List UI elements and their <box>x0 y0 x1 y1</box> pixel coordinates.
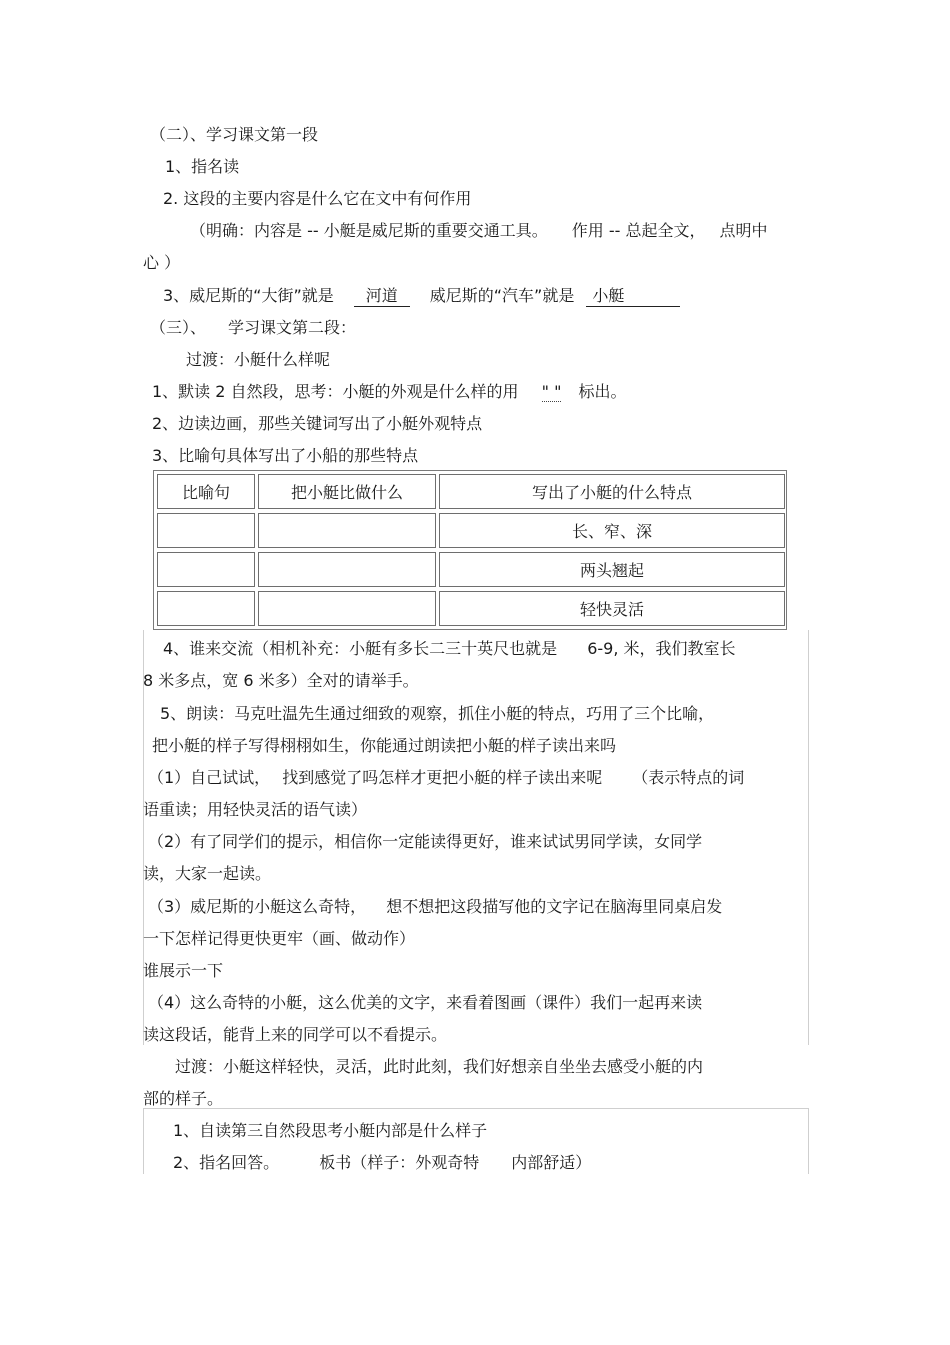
sub1-question: 找到感觉了吗怎样才更把小艇的样子读出来呢 <box>282 768 603 787</box>
section2-clarify <box>190 220 767 242</box>
sub1 <box>148 767 744 789</box>
section3-task3: 3、比喻句具体写出了小船的那些特点 <box>152 446 419 465</box>
table-cell-r2-c1 <box>157 552 255 587</box>
metaphor-table <box>153 470 787 630</box>
item3-blank-street: 河道 <box>354 286 410 307</box>
section2-heading: （二）、学习课文第一段 <box>150 125 319 144</box>
sub4: （4）这么奇特的小艇，这么优美的文字，来看着图画（课件）我们一起再来读 <box>148 993 703 1012</box>
final-item1: 1、自读第三自然段思考小艇内部是什么样子 <box>173 1121 488 1140</box>
sub1-note: （表示特点的词 <box>632 768 745 787</box>
table-cell-r1-c2 <box>258 513 436 548</box>
table-cell-r3-c1 <box>157 591 255 626</box>
clarify-point: 点明中 <box>719 221 768 240</box>
sub2-end: 读，大家一起读。 <box>143 864 272 883</box>
board-note: 板书（样子：外观奇特 <box>319 1153 480 1172</box>
item3-prefix: 3、威尼斯的“大街”就是 <box>163 286 334 305</box>
item3-middle: 威尼斯的“汽车”就是 <box>429 286 575 305</box>
table-cell-r3-c3: 轻快灵活 <box>439 591 785 626</box>
task1-quote-mark: " " <box>541 382 562 401</box>
section2-clarify-end: 心 ） <box>143 253 181 272</box>
sub1-try: （1）自己试试， <box>148 768 271 787</box>
table-cell-r3-c2 <box>258 591 436 626</box>
item4-length: 6-9, 米，我们教室长 <box>587 639 736 658</box>
section3-task2: 2、边读边画，那些关键词写出了小艇外观特点 <box>152 414 483 433</box>
transition-2: 过渡：小艇这样轻快，灵活，此时此刻，我们好想亲自坐坐去感受小艇的内 <box>175 1057 704 1076</box>
section2-item3 <box>163 285 680 307</box>
sub3-question: 想不想把这段描写他的文字记在脑海里同桌启发 <box>386 897 723 916</box>
section2-item1: 1、指名读 <box>165 157 240 176</box>
section3-heading-title: 学习课文第二段： <box>228 318 357 337</box>
section3-task1 <box>152 381 627 403</box>
item4-text: 4、谁来交流（相机补充：小艇有多长二三十英尺也就是 <box>163 639 558 658</box>
item4-end: 8 米多点，宽 6 米多）全对的请举手。 <box>143 671 419 690</box>
task1-text: 1、默读 2 自然段，思考：小艇的外观是什么样的用 <box>152 382 519 401</box>
table-cell-r1-c1 <box>157 513 255 548</box>
table-header-metaphor: 比喻句 <box>157 474 255 509</box>
sub4-end: 读这段话，能背上来的同学可以不看提示。 <box>143 1025 448 1044</box>
final-item2-text: 2、指名回答。 <box>173 1153 280 1172</box>
final-item2 <box>173 1152 591 1174</box>
sub3-text: （3）威尼斯的小艇这么奇特， <box>148 897 367 916</box>
table-header-feature: 写出了小艇的什么特点 <box>439 474 785 509</box>
table-cell-r2-c3: 两头翘起 <box>439 552 785 587</box>
section3-heading-number: （三）、 <box>150 318 207 337</box>
task1-suffix: 标出。 <box>578 382 627 401</box>
clarify-role: 作用 -- 总起全文， <box>571 221 706 240</box>
item5: 5、朗读：马克吐温先生通过细致的观察，抓住小艇的特点，巧用了三个比喻， <box>160 704 715 723</box>
table-cell-r1-c3: 长、窄、深 <box>439 513 785 548</box>
section3-transition: 过渡：小艇什么样呢 <box>186 350 331 369</box>
board-note-inner: 内部舒适） <box>511 1153 592 1172</box>
sub1-end: 语重读；用轻快灵活的语气读） <box>143 800 368 819</box>
transition-2-end: 部的样子。 <box>143 1089 224 1108</box>
sub3-show: 谁展示一下 <box>143 961 224 980</box>
sub3 <box>148 896 722 918</box>
item5-cont: 把小艇的样子写得栩栩如生，你能通过朗读把小艇的样子读出来吗 <box>152 736 617 755</box>
table-header-compared-to: 把小艇比做什么 <box>258 474 436 509</box>
sub3-end: 一下怎样记得更快更牢（画、做动作） <box>143 929 416 948</box>
section2-item2: 2. 这段的主要内容是什么它在文中有何作用 <box>163 189 472 208</box>
sub2: （2）有了同学们的提示，相信你一定能读得更好，谁来试试男同学读，女同学 <box>148 832 703 851</box>
item3-blank-car: 小艇 <box>586 286 680 307</box>
clarify-content: （明确：内容是 -- 小艇是威尼斯的重要交通工具。 <box>190 221 548 240</box>
table-cell-r2-c2 <box>258 552 436 587</box>
section3-heading <box>150 317 356 339</box>
item4 <box>163 638 736 660</box>
